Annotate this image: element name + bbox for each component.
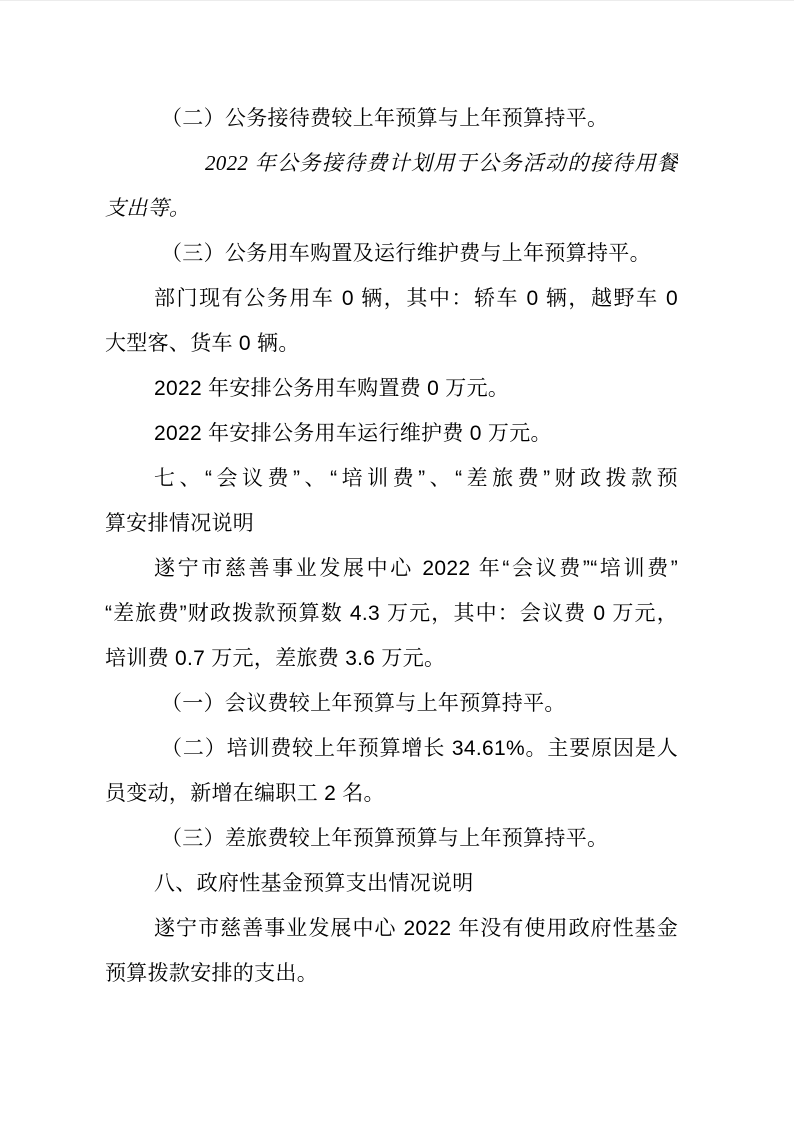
- text-line: 大型客、货车 0 辆。: [105, 332, 300, 355]
- text-line: （三）公务用车购置及运行维护费与上年预算持平。: [161, 242, 651, 265]
- vehicle-purchase-paragraph: [105, 366, 678, 411]
- section-8-summary-paragraph: [105, 906, 678, 996]
- item-1-meeting-fee-heading: [105, 681, 678, 726]
- text-line: 培训费 0.7 万元，差旅费 3.6 万元。: [105, 647, 446, 670]
- document-content: [105, 96, 678, 996]
- text-line: 2022 年公务接待费计划用于公务活动的接待用餐: [205, 151, 678, 175]
- vehicle-maintenance-paragraph: [105, 411, 678, 456]
- text-line: （三）差旅费较上年预算预算与上年预算持平。: [161, 827, 609, 850]
- text-line: 遂宁市慈善事业发展中心 2022 年“会议费”“培训费”: [154, 557, 678, 580]
- text-line: 算安排情况说明: [105, 512, 255, 535]
- text-line: 七、“会议费”、“培训费”、“差旅费”财政拨款预: [154, 467, 678, 490]
- vehicle-count-paragraph: [105, 276, 678, 366]
- item-3-travel-fee-heading: [105, 816, 678, 861]
- text-line: 2022 年安排公务用车运行维护费 0 万元。: [154, 422, 552, 445]
- section-8-heading: [105, 861, 678, 906]
- text-line: 支出等。: [105, 196, 191, 220]
- text-line: “差旅费”财政拨款预算数 4.3 万元，其中：会议费 0 万元，: [105, 602, 678, 625]
- item-2-training-fee-paragraph: [105, 726, 678, 816]
- text-line: （一）会议费较上年预算与上年预算持平。: [161, 692, 566, 715]
- text-line: （二）培训费较上年预算增长 34.61%。主要原因是人: [161, 737, 678, 760]
- text-line: 部门现有公务用车 0 辆，其中：轿车 0 辆，越野车 0: [154, 287, 678, 310]
- section-7-summary-paragraph: [105, 546, 678, 681]
- text-line: 员变动，新增在编职工 2 名。: [105, 782, 385, 805]
- section-7-heading: [105, 456, 678, 546]
- text-line: 遂宁市慈善事业发展中心 2022 年没有使用政府性基金: [154, 917, 678, 940]
- item-2-official-reception-heading: [105, 96, 678, 141]
- text-line: （二）公务接待费较上年预算与上年预算持平。: [161, 107, 609, 130]
- text-line: 预算拨款安排的支出。: [105, 962, 318, 985]
- text-line: 2022 年安排公务用车购置费 0 万元。: [154, 377, 510, 400]
- official-reception-note: [105, 141, 678, 231]
- text-line: 八、政府性基金预算支出情况说明: [154, 872, 474, 895]
- item-3-official-vehicle-heading: [105, 231, 678, 276]
